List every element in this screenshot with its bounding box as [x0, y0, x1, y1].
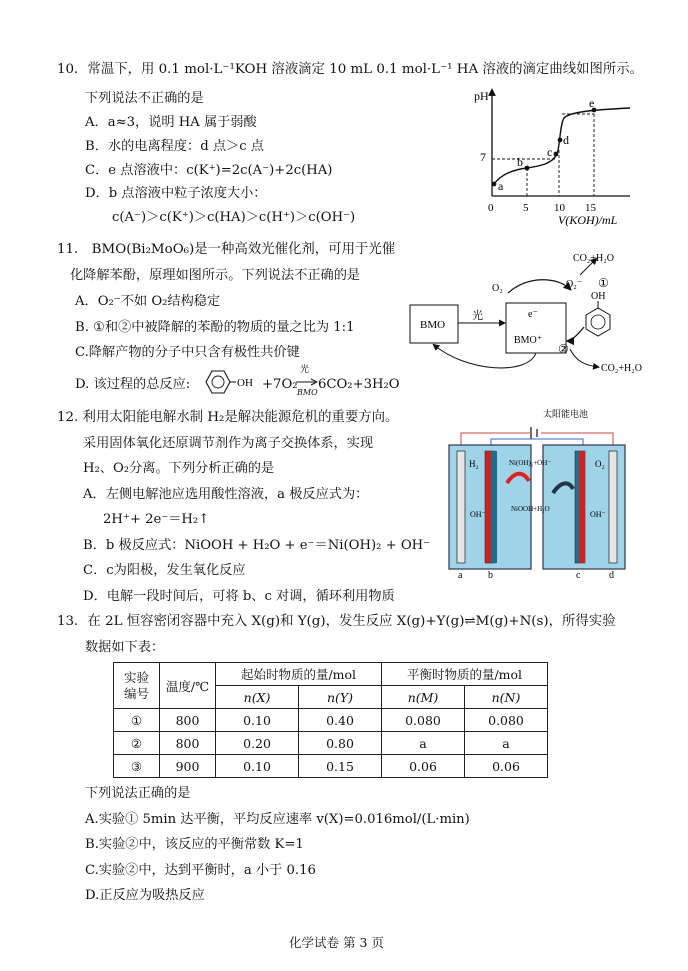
x-tick-5: 5	[523, 202, 529, 214]
experiment-table	[113, 662, 548, 778]
table-cell: ③	[114, 755, 160, 778]
q13-option-a: A.实验① 5min 达平衡，平均反应速率 v(X)=0.016mol/(L·min)	[85, 812, 470, 827]
q10-option-b: B．水的电离程度：d 点＞c 点	[85, 139, 264, 154]
point-d-label: d	[563, 133, 569, 147]
q10-option-d-inequality: c(A⁻)＞c(K⁺)＞c(HA)＞c(H⁺)＞c(OH⁻)	[112, 210, 356, 225]
header-exp-line2: 编号	[123, 685, 149, 701]
table-cell: 800	[160, 732, 216, 755]
table-cell: 0.15	[299, 755, 382, 778]
light-label: 光	[472, 310, 483, 322]
table-header-nx: n(X)	[216, 686, 299, 709]
header-exp-line1: 实验	[123, 669, 149, 685]
table-cell: 0.80	[299, 732, 382, 755]
oh-left-label: OH⁻	[470, 510, 486, 519]
q12-stem-line1: 12. 利用太阳能电解水制 H₂是解决能源危机的重要方向。	[57, 410, 399, 425]
q11-reaction-condition-catalyst: BMO	[297, 388, 318, 397]
q11-option-b: B. ①和②中被降解的苯酚的物质的量之比为 1:1	[75, 320, 355, 335]
co2-h2o-top: CO₂+H₂O	[573, 253, 614, 264]
table-cell: 0.06	[382, 755, 465, 778]
table-cell: 900	[160, 755, 216, 778]
table-cell: 0.080	[465, 709, 548, 732]
point-a-label: a	[498, 179, 504, 193]
table-row	[114, 709, 548, 732]
table-cell: 0.080	[382, 709, 465, 732]
point-e-label: e	[589, 96, 595, 110]
table-row	[114, 732, 548, 755]
circle-two-label: ②	[558, 342, 569, 356]
q12-stem-line2: 采用固体氧化还原调节剂作为离子交换体系，实现	[83, 436, 374, 451]
q12-option-a-equation: 2H⁺+ 2e⁻＝H₂↑	[103, 512, 210, 527]
table-header-start: 起始时物质的量/mol	[216, 663, 382, 686]
q10-stem: 10．常温下，用 0.1 mol·L⁻¹KOH 溶液滴定 10 mL 0.1 mol·L⁻¹ HA 溶液的滴定曲线如图所示。	[57, 62, 644, 77]
point-c-label: c	[547, 145, 553, 159]
table-header-ny: n(Y)	[299, 686, 382, 709]
y-axis-label: pH	[474, 89, 489, 103]
h2-label: H₂	[469, 459, 479, 469]
x-tick-0: 0	[488, 202, 494, 214]
o2-minus-label: O₂⁻	[566, 279, 582, 290]
q11-option-c: C.降解产物的分子中只含有极性共价键	[75, 345, 300, 360]
bmo-box-label: BMO	[420, 319, 446, 331]
table-header-temp: 温度/℃	[160, 663, 216, 709]
electrode-c-label: c	[576, 570, 581, 580]
q12-stem-line3: H₂、O₂分离。下列分析正确的是	[83, 461, 275, 476]
table-cell: 0.10	[216, 709, 299, 732]
niooh-label: NiOOH+H₂O	[511, 505, 550, 513]
q11-stem-line1: 11． BMO(Bi₂MoO₆)是一种高效光催化剂，可用于光催	[57, 242, 396, 257]
y-tick-7: 7	[480, 150, 486, 164]
q11-stem-line2: 化降解苯酚，原理如图所示。下列说法不正确的是	[70, 268, 361, 283]
q11-reaction-products: 6CO₂+3H₂O	[318, 377, 400, 392]
q11-option-d: D. 该过程的总反应:	[75, 377, 191, 392]
table-cell: ①	[114, 709, 160, 732]
table-header-exp	[114, 663, 160, 709]
phenol-oh-diagram-label: OH	[591, 291, 606, 302]
q12-option-c: C．c为阳极，发生氧化反应	[83, 563, 246, 578]
q13-stem-line1: 13．在 2L 恒容密闭容器中充入 X(g)和 Y(g)，发生反应 X(g)+Y(g)⇌M(g)+N(s)，所得实验	[57, 614, 616, 629]
electrolysis-diagram	[445, 405, 630, 580]
electron-label: e⁻	[528, 309, 538, 320]
phenol-structure-small	[200, 367, 260, 397]
q13-stem-line2: 数据如下表：	[85, 640, 165, 655]
table-cell: ②	[114, 732, 160, 755]
q13-option-b: B.实验②中，该反应的平衡常数 K=1	[85, 837, 304, 852]
table-header-eq: 平衡时物质的量/mol	[382, 663, 548, 686]
q11-reaction-condition-light: 光	[300, 365, 310, 375]
table-row	[114, 755, 548, 778]
table-cell: 800	[160, 709, 216, 732]
table-cell: a	[465, 732, 548, 755]
x-axis-label: V(KOH)/mL	[558, 213, 618, 227]
q10-option-a: A．a≈3，说明 HA 属于弱酸	[85, 115, 257, 130]
table-cell: 0.06	[465, 755, 548, 778]
table-cell: 0.40	[299, 709, 382, 732]
q13-ask: 下列说法正确的是	[85, 786, 191, 801]
q13-option-d: D.正反应为吸热反应	[85, 888, 205, 903]
solar-cell-label: 太阳能电池	[543, 409, 589, 419]
q11-reaction-o2: +7O₂	[262, 377, 298, 392]
x-tick-15: 15	[585, 202, 596, 214]
table-cell: 0.20	[216, 732, 299, 755]
table-cell: 0.10	[216, 755, 299, 778]
q10-option-c: C．e 点溶液中：c(K⁺)=2c(A⁻)+2c(HA)	[85, 163, 333, 178]
q13-option-c: C.实验②中，达到平衡时，a 小于 0.16	[85, 863, 316, 878]
q10-option-d: D．b 点溶液中粒子浓度大小：	[85, 186, 267, 201]
bmo-plus-label: BMO⁺	[514, 335, 543, 346]
photocatalysis-diagram	[408, 245, 678, 385]
electrode-a-label: a	[458, 570, 463, 580]
oh-right-label: OH⁻	[590, 510, 606, 519]
co2-h2o-bottom: CO₂+H₂O	[601, 363, 642, 374]
q10-ask: 下列说法不正确的是	[85, 91, 204, 106]
q12-option-d: D．电解一段时间后，可将 b、c 对调，循环利用物质	[83, 589, 395, 604]
point-b-label: b	[517, 155, 523, 169]
x-tick-10: 10	[554, 202, 565, 214]
o2-label: O₂	[595, 459, 605, 469]
table-cell: a	[382, 732, 465, 755]
table-header-nn: n(N)	[465, 686, 548, 709]
phenol-oh-label: OH	[237, 377, 253, 389]
ni-oh-label: Ni(OH)₂+OH⁻	[509, 459, 551, 467]
circle-one-label: ①	[598, 276, 609, 290]
page-footer: 化学试卷 第 3 页	[289, 935, 384, 950]
electrode-b-label: b	[488, 570, 493, 580]
electrode-d-label: d	[609, 570, 614, 580]
q11-option-a: A．O₂⁻不如 O₂结构稳定	[75, 294, 221, 309]
table-header-nm: n(M)	[382, 686, 465, 709]
q12-option-a: A．左侧电解池应选用酸性溶液，a 极反应式为：	[83, 487, 369, 502]
titration-curve	[470, 88, 670, 228]
q12-option-b: B．b 极反应式：NiOOH + H₂O + e⁻＝Ni(OH)₂ + OH⁻	[83, 538, 431, 553]
reaction-arrow	[296, 378, 318, 386]
o2-label: O₂	[492, 283, 503, 294]
